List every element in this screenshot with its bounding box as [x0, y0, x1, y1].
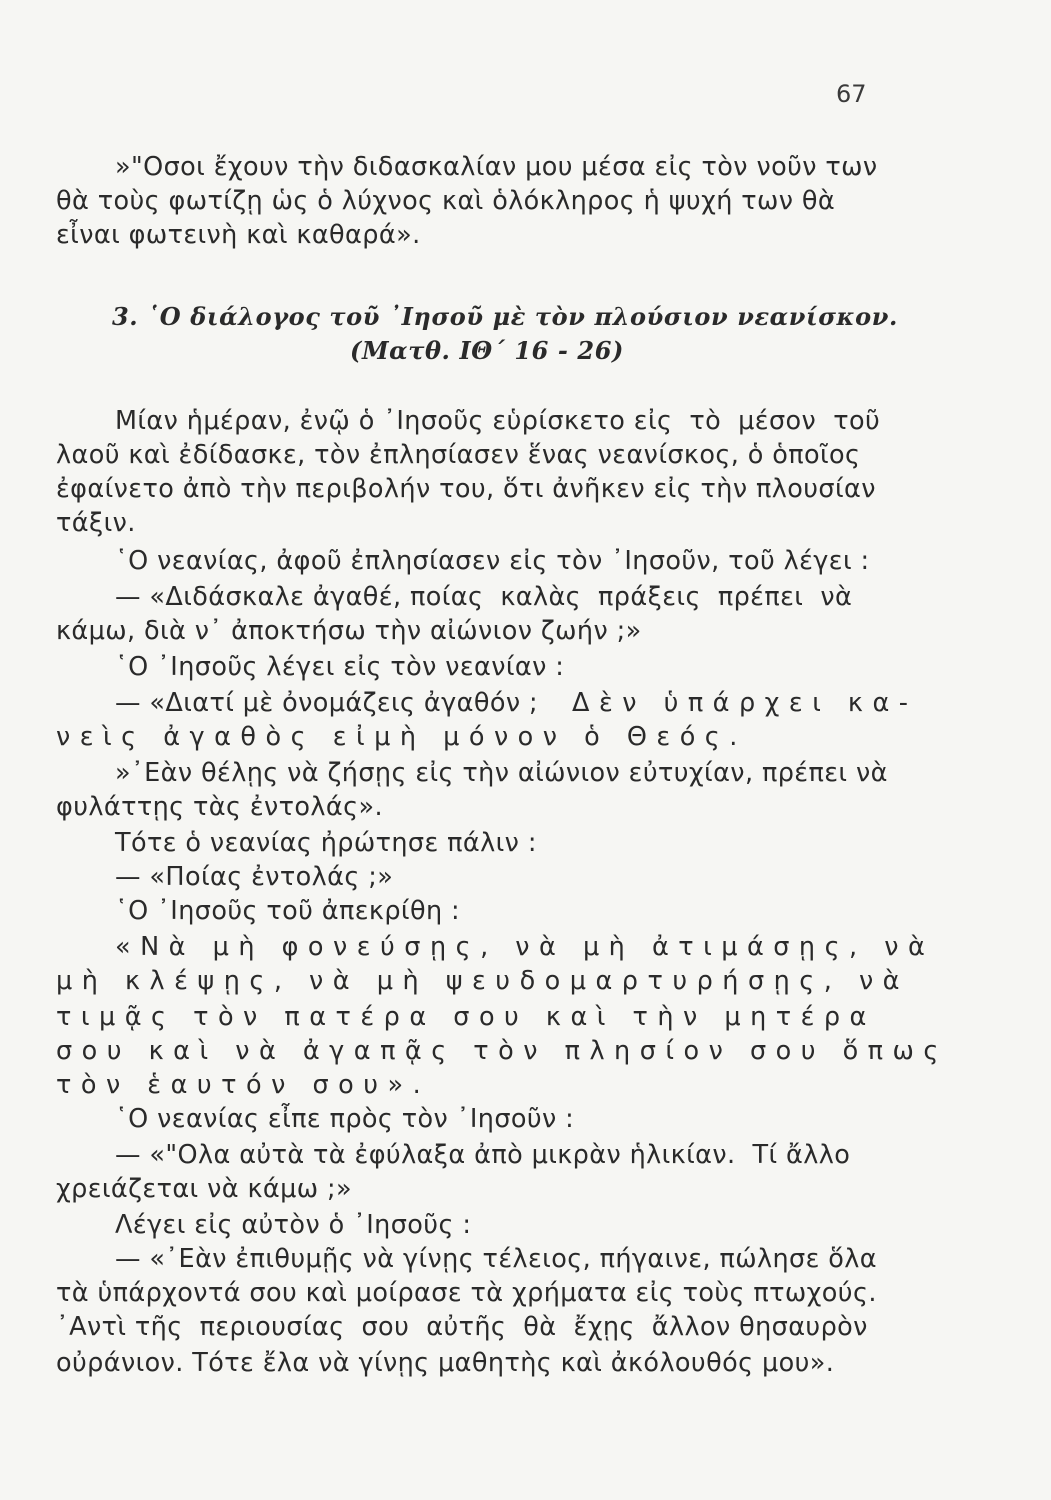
text-line-spaced: μὴ κλέψῃς, νὰ μὴ ψευδομαρτυρήσῃς, νὰ [56, 966, 909, 996]
text-line: — «Διατί μὲ ὀνομάζεις ἀγαθόν ; [115, 688, 538, 718]
text-line: ῾Ο νεανίας, ἀφοῦ ἐπλησίασεν εἰς τὸν ᾿Ιησοῦν, τοῦ λέγει : [115, 546, 870, 576]
text-line: ῾Ο νεανίας εἶπε πρὸς τὸν ᾿Ιησοῦν : [115, 1104, 575, 1134]
text-line: τάξιν. [56, 508, 136, 538]
text-line: Λέγει εἰς αὐτὸν ὁ ᾿Ιησοῦς : [115, 1210, 472, 1240]
text-line: λαοῦ καὶ ἐδίδασκε, τὸν ἐπλησίασεν ἕνας νεανίσκος, ὁ ὁποῖος [56, 440, 861, 470]
section-reference: (Ματθ. ΙΘ΄ 16 - 26) [350, 336, 624, 365]
text-line: — «᾿Εὰν ἐπιθυμῇς νὰ γίνῃς τέλειος, πήγαινε, πώλησε ὅλα [115, 1244, 877, 1274]
text-line: φυλάττῃς τὰς ἐντολάς». [56, 792, 384, 822]
text-line: χρειάζεται νὰ κάμω ;» [56, 1174, 352, 1204]
text-line-spaced: «Νὰ μὴ φονεύσῃς, νὰ μὴ ἀτιμάσῃς, νὰ [115, 932, 935, 962]
text-line-spaced: σου καὶ νὰ ἀγαπᾷς τὸν πλησίον σου ὅπως [56, 1036, 948, 1066]
text-line: ἐφαίνετο ἀπὸ τὴν περιβολήν του, ὅτι ἀνῆκεν εἰς τὴν πλουσίαν [56, 474, 876, 504]
text-line-spaced: τιμᾷς τὸν πατέρα σου καὶ τὴν μητέρα [56, 1002, 876, 1032]
text-line: — «Διδάσκαλε ἀγαθέ, ποίας καλὰς πράξεις πρέπει νὰ [115, 582, 853, 612]
text-line: »"Οσοι ἔχουν τὴν διδασκαλίαν μου μέσα εἰς τὸν νοῦν των [115, 152, 878, 182]
text-line-spaced: Δὲν ὑπάρχει κα- [572, 688, 918, 718]
text-line: — «Ποίας ἐντολάς ;» [115, 862, 394, 892]
page-number: 67 [836, 80, 867, 108]
text-line: Τότε ὁ νεανίας ἠρώτησε πάλιν : [115, 828, 537, 858]
text-line: Μίαν ἡμέραν, ἐνῷ ὁ ᾿Ιησοῦς εὑρίσκετο εἰς τὸ μέσον τοῦ [115, 406, 881, 436]
section-title: 3. ῾Ο διάλογος τοῦ ᾿Ιησοῦ μὲ τὸν πλούσιον νεανίσκον. [112, 302, 898, 331]
text-line: κάμω, διὰ ν᾿ ἀποκτήσω τὴν αἰώνιον ζωήν ;» [56, 616, 642, 646]
text-line: οὐράνιον. Τότε ἔλα νὰ γίνῃς μαθητὴς καὶ ἀκόλουθός μου». [56, 1348, 835, 1378]
text-line: ᾿Αντὶ τῆς περιουσίας σου αὐτῆς θὰ ἔχῃς ἄλλον θησαυρὸν [56, 1312, 868, 1342]
text-line: ῾Ο ᾿Ιησοῦς λέγει εἰς τὸν νεανίαν : [115, 652, 565, 682]
text-line: θὰ τοὺς φωτίζῃ ὡς ὁ λύχνος καὶ ὁλόκληρος ἡ ψυχή των θὰ [56, 186, 836, 216]
text-line-spaced: νεὶς ἀγαθὸς εἰμὴ μόνον ὁ Θεός. [56, 722, 747, 752]
text-line: εἶναι φωτεινὴ καὶ καθαρά». [56, 220, 421, 250]
text-line: — «"Ολα αὐτὰ τὰ ἐφύλαξα ἀπὸ μικρὰν ἡλικίαν. Τί ἄλλο [115, 1140, 851, 1170]
text-line-spaced: τὸν ἑαυτόν σου». [56, 1070, 431, 1100]
text-line: ῾Ο ᾿Ιησοῦς τοῦ ἀπεκρίθη : [115, 896, 461, 926]
text-line: »᾿Εὰν θέλῃς νὰ ζήσῃς εἰς τὴν αἰώνιον εὐτυχίαν, πρέπει νὰ [115, 758, 888, 788]
text-line: τὰ ὑπάρχοντά σου καὶ μοίρασε τὰ χρήματα εἰς τοὺς πτωχούς. [56, 1278, 877, 1308]
